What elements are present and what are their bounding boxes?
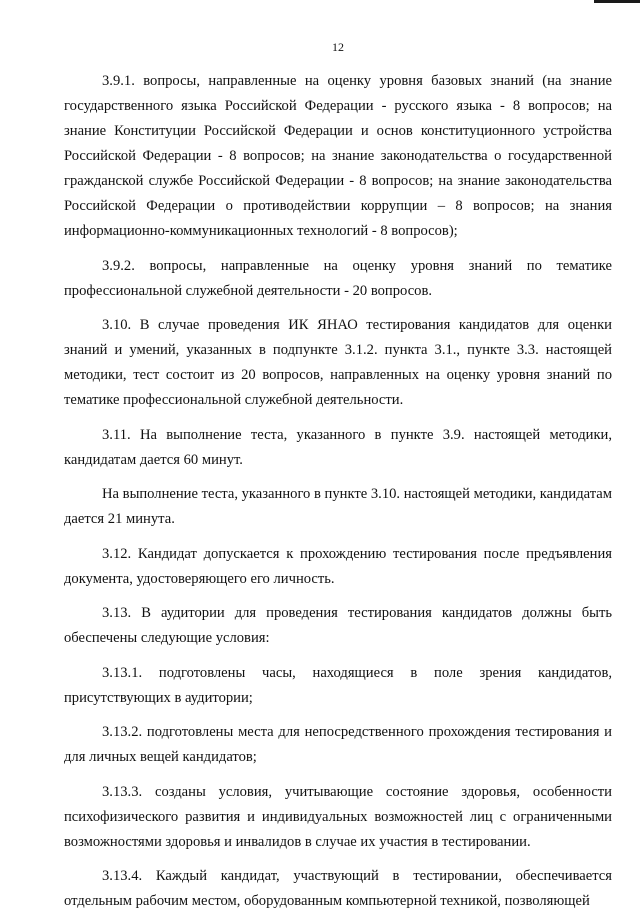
paragraph-3-11: 3.11. На выполнение теста, указанного в пункте 3.9. настоящей методики, кандидатам дается 60 минут. bbox=[64, 426, 612, 468]
paragraph-3-13-3: 3.13.3. созданы условия, учитывающие состояние здоровья, особенности психофизического развития и индивидуальных возможностей лиц с ограниченными возможностями здоровья и инвалидов в случае их участия в тестировании. bbox=[64, 783, 612, 850]
paragraph-3-9-2: 3.9.2. вопросы, направленные на оценку уровня знаний по тематике профессиональной служебной деятельности - 20 вопросов. bbox=[64, 257, 612, 299]
paragraph-3-9-1: 3.9.1. вопросы, направленные на оценку уровня базовых знаний (на знание государственного языка Российской Федерации - русского языка - 8 вопросов; на знание Конституции Российской Федерации и основ конституционного устройства Российской Федерации - 8 вопросов; на знание законодательства о государственной гражданской службе Российской Федерации - 8 вопросов; на знание законодательства Российской Федерации о противодействии коррупции – 8 вопросов; на знания информационно-коммуникационных технологий - 8 вопросов); bbox=[64, 73, 612, 239]
paragraph-3-13-4: 3.13.4. Каждый кандидат, участвующий в тестировании, обеспечивается отдельным рабочим местом, оборудованным компьютерной техникой, позволяющей bbox=[64, 868, 612, 909]
scan-edge-mark bbox=[594, 0, 640, 3]
paragraph-3-12: 3.12. Кандидат допускается к прохождению тестирования после предъявления документа, удостоверяющего его личность. bbox=[64, 545, 612, 587]
paragraph-3-13-2: 3.13.2. подготовлены места для непосредственного прохождения тестирования и для личных вещей кандидатов; bbox=[64, 724, 612, 765]
paragraph-3-13: 3.13. В аудитории для проведения тестирования кандидатов должны быть обеспечены следующие условия: bbox=[64, 605, 612, 646]
page-number: 12 bbox=[332, 40, 344, 54]
paragraph-3-11-cont: На выполнение теста, указанного в пункте 3.10. настоящей методики, кандидатам дается 21 минута. bbox=[64, 486, 612, 527]
document-page bbox=[64, 40, 612, 924]
paragraph-3-10: 3.10. В случае проведения ИК ЯНАО тестирования кандидатов для оценки знаний и умений, указанных в подпункте 3.1.2. пункта 3.1., пункте 3.3. настоящей методики, тест состоит из 20 вопросов, направленных на оценку уровня знаний по тематике профессиональной служебной деятельности. bbox=[64, 317, 612, 408]
paragraph-3-13-1: 3.13.1. подготовлены часы, находящиеся в поле зрения кандидатов, присутствующих в аудитории; bbox=[64, 664, 612, 706]
